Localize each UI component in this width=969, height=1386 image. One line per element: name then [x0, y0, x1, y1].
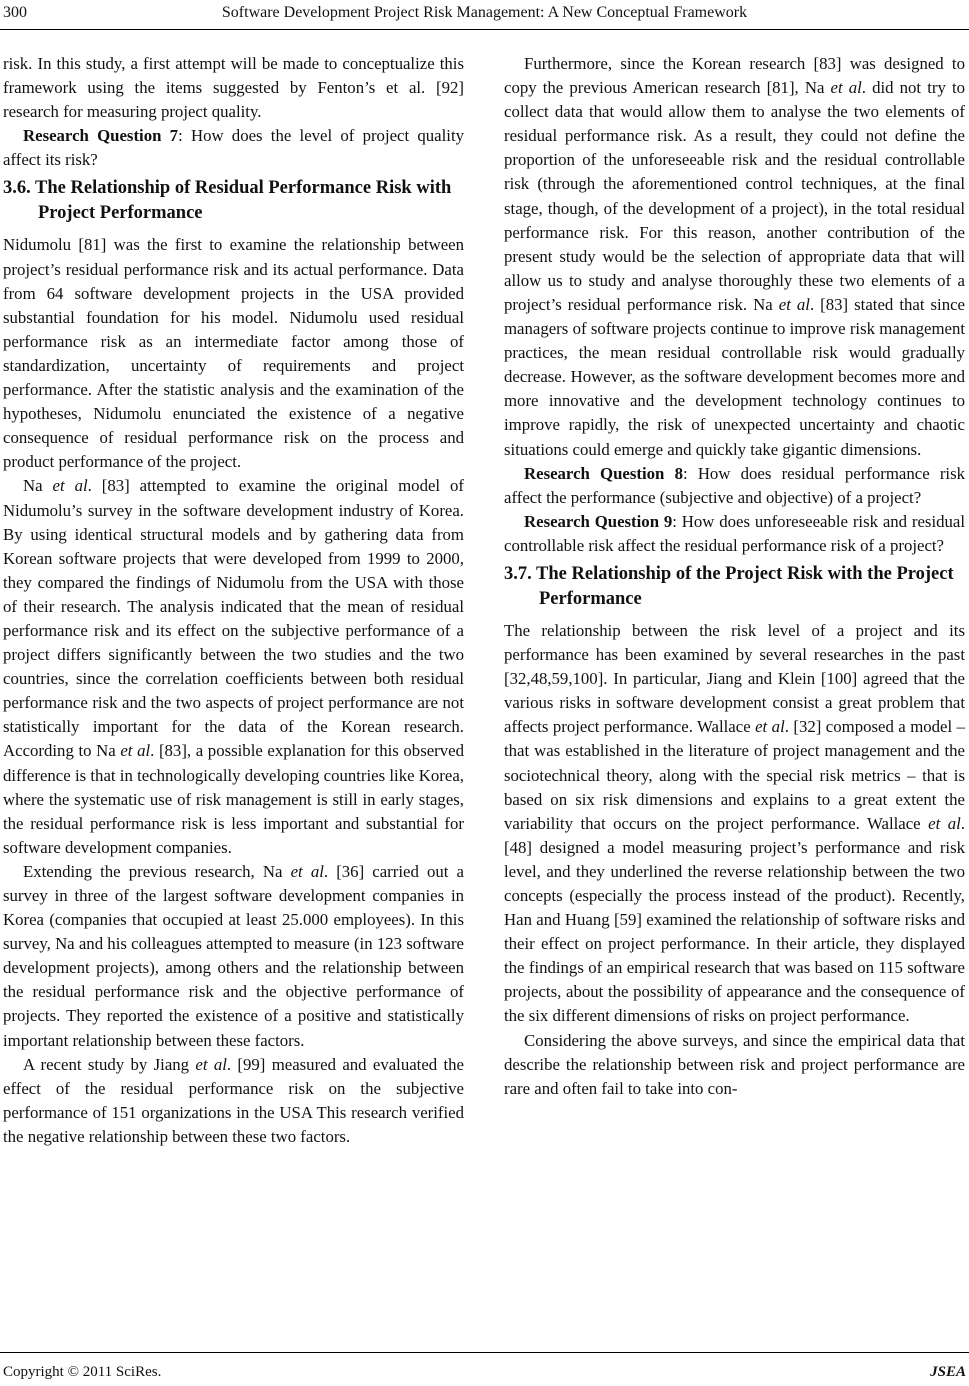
text-run: The relationship between the risk level of a project and its performance has been examined by several researches in the past [32,48,59,100]. In particular, Jiang and Klein [100] agreed that the various risks in software development consist a great problem that affects project performance. Wallace: [504, 620, 965, 737]
rq-label: Research Question 7: [23, 126, 179, 146]
text-run: . [48] designed a model measuring project’s performance and risk level, and they underlined the reverse relationship between the two concepts (especially the process instead of the product). Recently, Han and Huang [59] examined the relationship of software risks and their effect on project performance. In their article, they displayed the findings of an empirical research that was based on 115 software projects, about the possibility of appearance and the consequence of the six different dimensions of risks on project performance.: [504, 813, 965, 1026]
italic-run: et al: [290, 861, 324, 881]
text-run: Extending the previous research, Na: [23, 861, 291, 881]
section-heading: 3.6. The Relationship of Residual Performance Risk with Project Performance: [3, 178, 452, 224]
left-column: [3, 52, 464, 1149]
right-column: [504, 52, 965, 1101]
rq-text: : How does the level of project quality affect its risk?: [3, 126, 465, 170]
text-run: . [83] attempted to examine the original model of Nidumolu’s survey in the software development industry of Korea. By using identical structural models and by gathering data from Korean software projects that were developed from 1999 to 2000, they compared the findings of Nidumolu from the USA with those of their research. The analysis indicated that the mean of residual performance risk and its effect on the subjective performance of a project differs significantly between the two studies and the two countries, since the correlation coefficients between both residual performance risk and the two aspects of project performance are not statistically important for the data of the Korean research. According to Na: [3, 476, 464, 761]
rq-text: : How does residual performance risk affect the performance (subjective and objective) of a project?: [504, 463, 966, 507]
paragraph: risk. In this study, a first attempt will be made to conceptualize this framework using the items suggested by Fenton’s et al. [92] research for measuring project quality.: [3, 54, 464, 122]
italic-run: et al: [52, 476, 88, 496]
text-run: Na: [23, 476, 53, 496]
section-heading: 3.7. The Relationship of the Project Risk with the Project Performance: [504, 563, 954, 609]
paragraph: [3, 860, 464, 1053]
paragraph: [504, 52, 965, 462]
rq-label: Research Question 8: [524, 463, 683, 483]
text-run: Furthermore, since the Korean research [83] was designed to copy the previous American research [81], Na: [504, 54, 965, 98]
text-run: . [83], a possible explanation for this observed difference is that in technologically developing countries like Korea, where the systematic use of risk management is still in early stages, the residual performance risk is less important and substantial for software development companies.: [3, 741, 464, 857]
italic-run: et al: [778, 294, 810, 314]
page-footer: [0, 1350, 969, 1386]
text-run: . [36] carried out a survey in three of the largest software development companies in Korea (companies that occupied at least 25.000 employees). In this survey, Na and his colleagues attempted to measure (in 123 software development projects), among others and the relationship between the residual performance risk and the objective performance of projects. They reported the existence of a positive and statistically important relationship between these factors.: [3, 861, 465, 1050]
header-rule: [0, 29, 969, 30]
running-header: [0, 0, 969, 30]
running-title: Software Development Project Risk Management: A New Conceptual Framework: [221, 4, 748, 21]
text-run: . [83] stated that since managers of software projects continue to improve risk management practices, the mean residual controllable risk would gradually decrease. However, as the software development becomes more and more innovative and the development technology continues to improve rapidly, the risk of unexpected uncertainty and chaotic situations could emerge and quickly take gigantic dimensions.: [504, 294, 965, 459]
research-question-7: [3, 124, 464, 172]
text-run: . did not try to collect data that would allow them to analyse the two elements of residual performance risk. As a result, they could not define the proportion of the unforeseeable risk and the residual controllable risk (through the aforementioned control techniques, at the final stage, though, of the development of a project), in the total residual performance risk. For this reason, another contribution of the present study would be the selection of appropriate data that will allow us to study and analyse thoroughly these two elements of a project’s residual performance risk. Na: [504, 78, 966, 314]
research-question-9: [504, 510, 965, 558]
rq-text: : How does unforeseeable risk and residual controllable risk affect the residual performance risk of a project?: [504, 511, 966, 555]
italic-run: et al: [195, 1054, 227, 1074]
journal-abbreviation: JSEA: [930, 1364, 966, 1380]
page-number: 300: [3, 4, 27, 21]
research-question-8: [504, 462, 965, 510]
italic-run: et al: [928, 813, 961, 833]
italic-run: et al: [755, 717, 785, 737]
paragraph: Nidumolu [81] was the first to examine the relationship between project’s residual performance risk and its actual performance. Data from 64 software development projects in the USA provided substantial foundation for his model. Nidumolu used residual performance risk as an intermediate factor among those of standardization, uncertainty of requirements and project performance. After the statistic analysis and the examination of the hypotheses, Nidumolu enunciated the existence of a negative consequence of residual performance risk on the process and product performance of the project.: [3, 235, 464, 472]
text-run: A recent study by Jiang: [23, 1054, 196, 1074]
paragraph: [504, 619, 965, 1029]
paragraph: [3, 474, 464, 860]
footer-rule: [0, 1352, 969, 1353]
text-run: . [99] measured and evaluated the effect of the residual performance risk on the subjective performance of 151 organizations in the USA This research verified the negative relationship between these two factors.: [3, 1054, 464, 1146]
italic-run: et al: [830, 78, 862, 98]
paragraph: [3, 1053, 464, 1149]
text-run: . [32] composed a model – that was established in the literature of project management and the sociotechnical theory, along with the special risk metrics – that is based on six risk dimensions and explains to a great extent the variability that occurs on the project performance. Wallace: [504, 717, 965, 833]
paragraph: Considering the above surveys, and since the empirical data that describe the relationship between risk and project performance are rare and often fail to take into con-: [504, 1030, 965, 1098]
italic-run: et al: [120, 741, 151, 761]
copyright-notice: Copyright © 2011 SciRes.: [3, 1364, 162, 1380]
rq-label: Research Question 9: [524, 511, 673, 531]
